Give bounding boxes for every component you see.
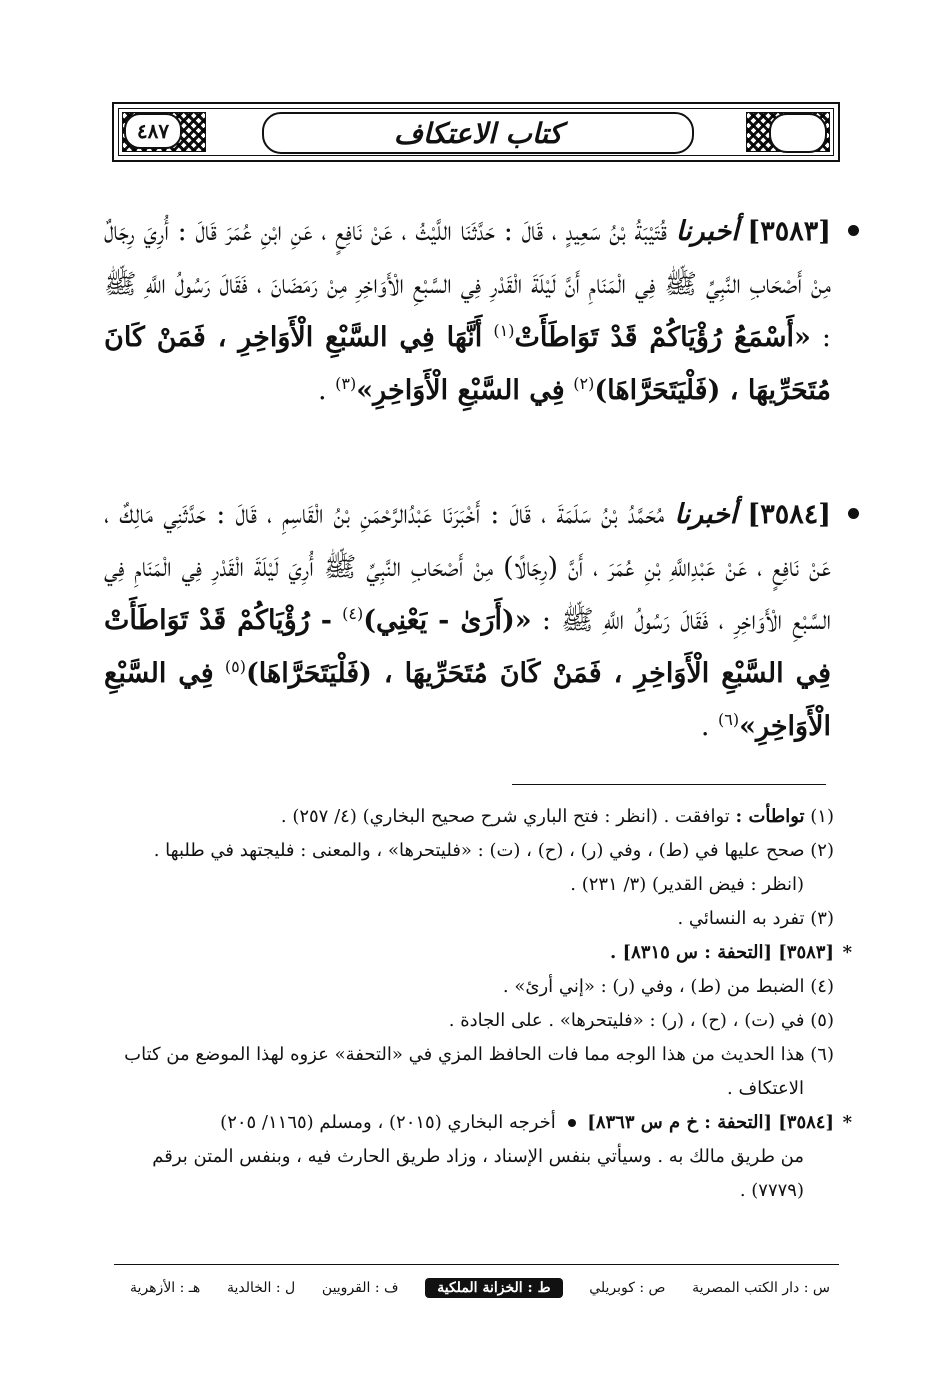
- hadith-quote: «(أَرَىٰ - يَعْنِي): [363, 605, 532, 636]
- footnote-text: الضبط من (ط) ، وفي (ر) : «إني أرئ» .: [502, 976, 805, 997]
- footnote-separator: [512, 784, 826, 785]
- footnote-text: توافقت . (انظر : فتح الباري شرح صحيح البخاري) (٤/ ٢٥٧) .: [280, 806, 730, 827]
- footnote-text: (انظر : فيض القدير) (٣/ ٢٣١) .: [570, 874, 804, 895]
- footnote-text: (٧٧٧٩) .: [739, 1180, 804, 1201]
- book-seal-logo: [769, 113, 827, 153]
- hadith-quote: أَنَّهَا فِي السَّبْعِ الْأَوَاخِرِ ، فَمَنْ كَانَ مُتَحَرِّيهَا ، (فَلْيَتَحَرَّاهَا): [104, 322, 831, 406]
- footnote-ref[interactable]: (١): [493, 321, 515, 340]
- hadith-number: [٣٥٨٣]: [747, 216, 831, 247]
- asterisk-icon: *: [842, 1112, 852, 1133]
- footnote-term: تواطأت :: [735, 806, 805, 827]
- hadith-quote: «أَسْمَعُ رُؤْيَاكُمْ قَدْ تَوَاطَأَتْ: [514, 322, 811, 353]
- footnote-number: (٣): [810, 908, 834, 929]
- footnote-6: [112, 1038, 834, 1072]
- siglum: هـ : الأزهرية: [130, 1280, 201, 1296]
- siglum: ف : القرويين: [321, 1280, 399, 1296]
- footnote-number: (٢): [810, 840, 834, 861]
- footnote-text: أخرجه البخاري (٢٠١٥) ، ومسلم (١١٦٥/ ٢٠٥): [220, 1112, 556, 1133]
- page-number: ٤٨٧: [124, 113, 182, 149]
- footnote-text: من طريق مالك به . وسيأتي بنفس الإسناد ، وزاد طريق الحارث فيه ، وبنفس المتن برقم: [152, 1146, 804, 1167]
- footnote-ref[interactable]: (٢): [573, 374, 595, 393]
- footnote-ref[interactable]: (٣): [335, 374, 357, 393]
- footnote-5: [112, 1004, 834, 1038]
- bullet-icon: [568, 1119, 576, 1127]
- footnote-number: (٥): [810, 1010, 834, 1031]
- takhrij-3584-cont: [112, 1140, 834, 1174]
- footnote-3: [112, 902, 834, 936]
- takhrij-3584-cont: [112, 1174, 834, 1208]
- takhrij-3584: [112, 1106, 852, 1140]
- footnote-number: (١): [810, 806, 834, 827]
- siglum: ص : كوبريلي: [589, 1280, 666, 1296]
- akhbarana-label: أخبرنا: [675, 216, 739, 247]
- siglum-active: ط : الخزانة الملكية: [425, 1278, 562, 1298]
- akhbarana-label: أخبرنا: [674, 499, 738, 530]
- footnote-1: [112, 800, 834, 834]
- chapter-title: كتاب الاعتكاف: [393, 116, 563, 150]
- tuhfa-ref: [٣٥٨٣] [التحفة : س ٨٣١٥] .: [610, 942, 834, 963]
- footnote-number: (٤): [810, 976, 834, 997]
- hadith-text: مُحَمَّدُ بْنُ سَلَمَةَ ، قَالَ : أَخْبَرَنَا عَبْدُالرَّحْمَنِ بْنُ الْقَاسِمِ ، قَالَ : حَدَّثَنِي مَالِكٌ ، عَنْ نَافِعٍ ، عَنْ عَبْدِاللَّهِ بْنِ عُمَرَ ، أَنَّ (رِجَالًا) مِنْ أَصْحَابِ النَّبِيِّ ﷺ أُرِيَ لَيْلَةَ الْقَدْرِ فِي الْمَنَامِ فِي السَّبْعِ الْأَوَاخِرِ ، فَقَالَ رَسُولُ اللَّهِ ﷺ :: [104, 499, 832, 636]
- hadith-number: [٣٥٨٤]: [747, 499, 831, 530]
- bullet-icon: [848, 508, 859, 519]
- footnote-6-cont: [112, 1072, 834, 1106]
- takhrij-3583: [112, 936, 852, 970]
- siglum: ل : الخالدية: [226, 1280, 296, 1296]
- footnotes: [112, 800, 852, 1208]
- footnote-text: هذا الحديث من هذا الوجه مما فات الحافظ المزي في «التحفة» عزوه لهذا الموضع من كتاب: [124, 1044, 805, 1065]
- footnote-ref[interactable]: (٥): [224, 657, 246, 676]
- footnote-2: [112, 834, 834, 868]
- hadith-3584: [104, 488, 831, 753]
- footnote-text: الاعتكاف .: [727, 1078, 804, 1099]
- footnote-2-cont: [112, 868, 834, 902]
- asterisk-icon: *: [842, 942, 852, 963]
- tuhfa-ref: [٣٥٨٤] [التحفة : خ م س ٨٣٦٣]: [587, 1112, 834, 1133]
- footnote-text: في (ت) ، (ح) ، (ر) : «فليتحرها» . على الجادة .: [448, 1010, 805, 1031]
- footnote-text: صحح عليها في (ط) ، وفي (ر) ، (ح) ، (ت) : «فليتحرها» ، والمعنى : فليجتهد في طلبها .: [153, 840, 805, 861]
- hadith-quote: فِي السَّبْعِ الْأَوَاخِرِ»: [356, 375, 565, 406]
- footnote-text: تفرد به النسائي .: [677, 908, 805, 929]
- period: .: [317, 375, 327, 406]
- period: .: [700, 711, 710, 742]
- siglum: س : دار الكتب المصرية: [692, 1280, 830, 1296]
- footnote-ref[interactable]: (٦): [718, 710, 740, 729]
- footnote-number: (٦): [810, 1044, 834, 1065]
- hadith-3583: [104, 205, 831, 417]
- chapter-title-frame: [262, 112, 694, 154]
- hadith-quote: - رُؤْيَاكُمْ قَدْ تَوَاطَأَتْ فِي السَّبْعِ الْأَوَاخِرِ ، فَمَنْ كَانَ مُتَحَرِّيهَا ، (فَلْيَتَحَرَّاهَا): [104, 605, 831, 689]
- footnote-ref[interactable]: (٤): [342, 604, 364, 623]
- bullet-icon: [848, 225, 859, 236]
- hadith-quote: فِي السَّبْعِ الْأَوَاخِرِ»: [104, 658, 831, 742]
- manuscript-sigla: [130, 1272, 830, 1304]
- footnote-4: [112, 970, 834, 1004]
- footer-separator: [114, 1264, 839, 1265]
- hadith-text: قُتَيْبَةُ بْنُ سَعِيدٍ ، قَالَ : حَدَّثَنَا اللَّيْثُ ، عَنْ نَافِعٍ ، عَنِ ابْنِ عُمَرَ قَالَ : أُرِيَ رِجَالٌ مِنْ أَصْحَابِ النَّبِيِّ ﷺ فِي الْمَنَامِ أَنَّ لَيْلَةَ الْقَدْرِ فِي السَّبْعِ الْأَوَاخِرِ مِنْ رَمَضَانَ ، فَقَالَ رَسُولُ اللَّهِ ﷺ :: [104, 216, 831, 353]
